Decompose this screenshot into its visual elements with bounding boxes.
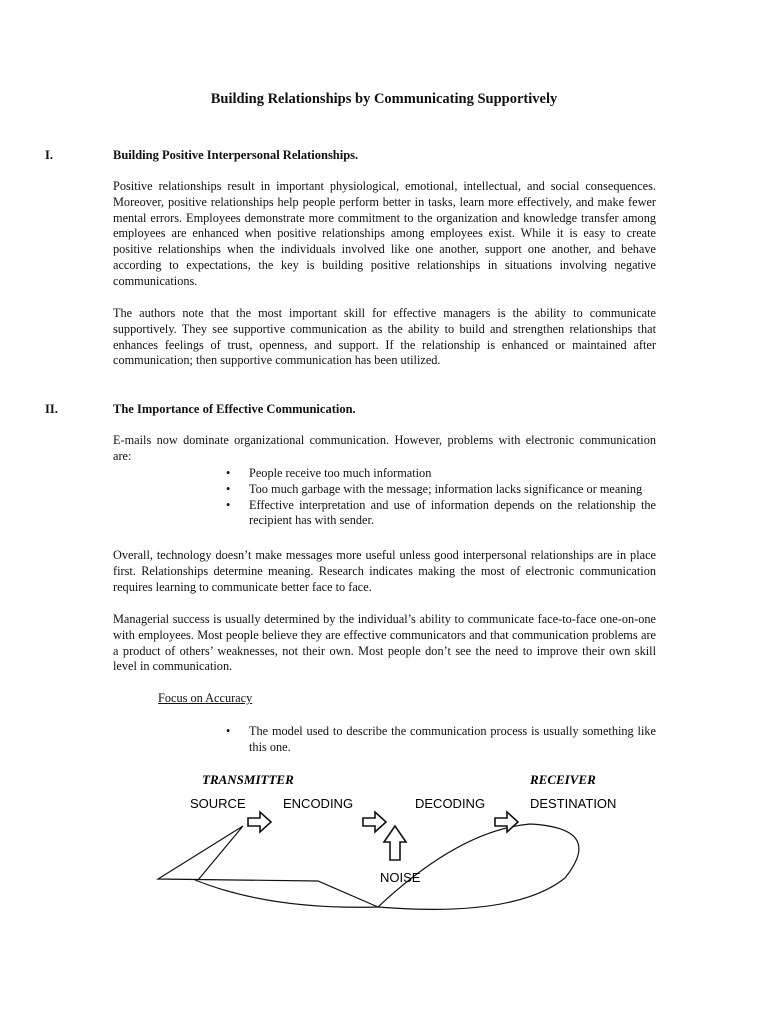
right-arrow-icon: [363, 812, 386, 832]
feedback-return-arc: [195, 880, 378, 907]
section-1-heading: Building Positive Interpersonal Relationships.: [113, 148, 359, 162]
focus-on-accuracy-heading: Focus on Accuracy: [158, 691, 253, 705]
feedback-arrowhead: [158, 826, 378, 907]
section-2-intro: E-mails now dominate organizational communication. However, problems with electronic communication are:: [113, 433, 656, 463]
section-1-paragraph-2: The authors note that the most important skill for effective managers is the ability to communicate supportively. They see supportive communication as the ability to build and strengthen relationships that enhances feelings of trust, openness, and support. If the relationship is enhanced or maintained after communication; then supportive communication has been utilized.: [113, 306, 656, 368]
model-list: [226, 724, 656, 756]
section-2-paragraph-2: Managerial success is usually determined by the individual’s ability to communicate face-to-face one-on-one with employees. Most people believe they are effective communicators and that communication problems are a product of others’ weaknesses, not their own. Most people don’t see the need to improve their own skill level in communication.: [113, 612, 656, 674]
communication-model-diagram: [0, 760, 768, 930]
section-1-paragraph-1: Positive relationships result in important physiological, emotional, intellectual, and social consequences. Moreover, positive relationships help people perform better in tasks, learn more effectively, and make fewer mental errors. Employees demonstrate more commitment to the organization and knowledge transfer among employees are enhanced when positive relationships among employees exist. While it is easy to create positive relationships when the individuals involved like one another, support one another, and behave according to expectations, the key is building positive relationships in situations involving negative communications.: [113, 179, 656, 288]
list-item: • People receive too much information: [226, 466, 656, 482]
problem-list: [226, 466, 656, 529]
section-2-numeral: II.: [45, 402, 58, 416]
section-2-paragraph-1: Overall, technology doesn’t make messages more useful unless good interpersonal relationships are in place first. Relationships determine meaning. Research indicates making the most of electronic communication requires learning to communicate better face to face.: [113, 548, 656, 594]
list-item: • The model used to describe the communication process is usually something like this one.: [226, 724, 656, 756]
receiver-label: RECEIVER: [530, 772, 596, 787]
right-arrow-icon: [248, 812, 271, 832]
encoding-label: ENCODING: [283, 796, 354, 811]
transmitter-label: TRANSMITTER: [202, 772, 294, 787]
destination-label: DESTINATION: [530, 796, 617, 811]
list-item: • Effective interpretation and use of information depends on the relationship the recipient has with sender.: [226, 498, 656, 530]
section-1-numeral: I.: [45, 148, 53, 162]
list-item: • Too much garbage with the message; information lacks significance or meaning: [226, 482, 656, 498]
noise-label: NOISE: [380, 870, 421, 885]
feedback-loop-curve: [378, 824, 579, 909]
right-arrow-icon: [495, 812, 518, 832]
section-2-heading: The Importance of Effective Communication.: [113, 402, 356, 416]
page-title: Building Relationships by Communicating Supportively: [210, 91, 558, 107]
decoding-label: DECODING: [415, 796, 486, 811]
up-arrow-icon: [384, 826, 406, 860]
source-label: SOURCE: [190, 796, 246, 811]
